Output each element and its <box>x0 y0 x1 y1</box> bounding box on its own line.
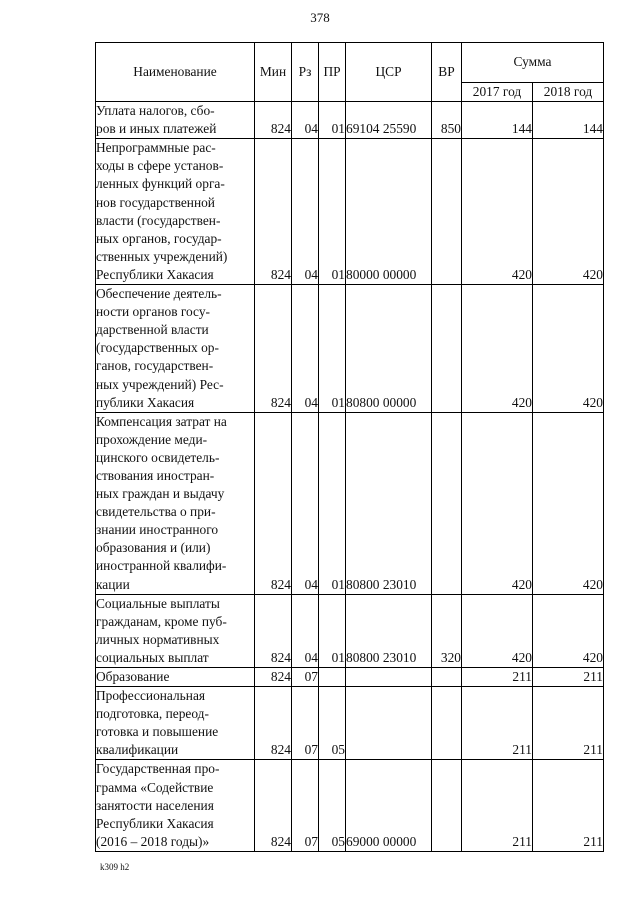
cell-csr: 80800 23010 <box>346 412 432 594</box>
cell-rz: 07 <box>292 760 319 851</box>
name-line: власти (государствен- <box>96 212 221 228</box>
cell-sum-2018: 420 <box>533 285 604 413</box>
name-line: гражданам, кроме пуб- <box>96 613 227 629</box>
cell-rz: 07 <box>292 687 319 760</box>
name-line: ганов, государствен- <box>96 358 214 374</box>
name-line: образования и (или) <box>96 540 211 556</box>
cell-rz: 04 <box>292 285 319 413</box>
cell-pr: 05 <box>319 687 346 760</box>
name-line: Социальные выплаты <box>96 595 220 611</box>
name-line: ствования иностран- <box>96 467 215 483</box>
cell-csr: 80800 00000 <box>346 285 432 413</box>
footer-code: k309 h2 <box>100 862 130 872</box>
cell-sum-2017: 420 <box>462 594 533 667</box>
name-line: (2016 – 2018 годы)» <box>96 833 210 849</box>
name-line: ных граждан и выдачу <box>96 486 225 502</box>
budget-table <box>95 42 604 852</box>
cell-pr: 01 <box>319 285 346 413</box>
cell-sum-2017: 420 <box>462 412 533 594</box>
header-2018: 2018 год <box>533 83 604 102</box>
name-line: ственных учреждений) <box>96 248 228 264</box>
name-line: Государственная про- <box>96 761 220 777</box>
page-number: 378 <box>310 10 330 25</box>
name-line: готовка и повышение <box>96 724 219 740</box>
cell-sum-2018: 420 <box>533 412 604 594</box>
cell-min: 824 <box>255 412 292 594</box>
cell-vr <box>432 139 462 285</box>
cell-sum-2018: 211 <box>533 760 604 851</box>
header-sum: Сумма <box>462 43 604 83</box>
cell-csr: 69000 00000 <box>346 760 432 851</box>
table-row <box>96 412 604 594</box>
cell-rz: 04 <box>292 102 319 139</box>
name-line: ности органов госу- <box>96 304 210 320</box>
table-row <box>96 102 604 139</box>
cell-name <box>96 760 255 851</box>
table-row <box>96 668 604 687</box>
name-line: Компенсация затрат на <box>96 413 227 429</box>
cell-min: 824 <box>255 285 292 413</box>
name-line: публики Хакасия <box>96 394 195 410</box>
table-row <box>96 687 604 760</box>
name-line: Профессиональная <box>96 688 206 704</box>
cell-rz: 04 <box>292 594 319 667</box>
cell-vr: 850 <box>432 102 462 139</box>
name-line: Уплата налогов, сбо- <box>96 103 215 119</box>
name-line: Республики Хакасия <box>96 266 214 282</box>
cell-name <box>96 668 255 687</box>
cell-vr <box>432 668 462 687</box>
cell-rz: 04 <box>292 139 319 285</box>
name-line: ных органов, государ- <box>96 230 222 246</box>
cell-pr: 01 <box>319 412 346 594</box>
cell-vr <box>432 687 462 760</box>
header-csr: ЦСР <box>346 43 432 102</box>
name-line: цинского освидетель- <box>96 449 220 465</box>
cell-sum-2017: 420 <box>462 285 533 413</box>
cell-name <box>96 687 255 760</box>
name-line: Образование <box>96 669 170 684</box>
name-line: подготовка, переод- <box>96 706 209 722</box>
name-line: нов государственной <box>96 194 215 210</box>
cell-min: 824 <box>255 760 292 851</box>
cell-rz: 07 <box>292 668 319 687</box>
cell-sum-2017: 211 <box>462 760 533 851</box>
cell-sum-2017: 211 <box>462 668 533 687</box>
cell-min: 824 <box>255 594 292 667</box>
cell-sum-2017: 420 <box>462 139 533 285</box>
name-line: личных нормативных <box>96 631 220 647</box>
cell-pr: 01 <box>319 594 346 667</box>
name-line: ров и иных платежей <box>96 121 217 137</box>
cell-min: 824 <box>255 668 292 687</box>
header-vr: ВР <box>432 43 462 102</box>
cell-min: 824 <box>255 102 292 139</box>
cell-name <box>96 594 255 667</box>
cell-vr <box>432 285 462 413</box>
cell-rz: 04 <box>292 412 319 594</box>
name-line: знании иностранного <box>96 522 219 538</box>
name-line: свидетельства о при- <box>96 504 216 520</box>
cell-csr <box>346 668 432 687</box>
cell-name <box>96 285 255 413</box>
cell-pr: 05 <box>319 760 346 851</box>
table-row <box>96 139 604 285</box>
cell-name <box>96 102 255 139</box>
cell-min: 824 <box>255 139 292 285</box>
name-line: ных учреждений) Рес- <box>96 376 224 392</box>
cell-sum-2018: 420 <box>533 594 604 667</box>
name-line: (государственных ор- <box>96 340 219 356</box>
cell-pr: 01 <box>319 102 346 139</box>
cell-name <box>96 412 255 594</box>
cell-vr <box>432 760 462 851</box>
table-row <box>96 285 604 413</box>
name-line: дарственной власти <box>96 322 209 338</box>
cell-sum-2018: 211 <box>533 668 604 687</box>
header-name: Наименование <box>96 43 255 102</box>
name-line: Республики Хакасия <box>96 815 214 831</box>
table-row <box>96 594 604 667</box>
cell-pr <box>319 668 346 687</box>
cell-sum-2018: 211 <box>533 687 604 760</box>
cell-sum-2017: 211 <box>462 687 533 760</box>
name-line: социальных выплат <box>96 649 209 665</box>
cell-sum-2018: 420 <box>533 139 604 285</box>
table-body <box>96 102 604 852</box>
name-line: кации <box>96 576 130 592</box>
name-line: ленных функций орга- <box>96 176 225 192</box>
cell-name <box>96 139 255 285</box>
cell-min: 824 <box>255 687 292 760</box>
cell-csr <box>346 687 432 760</box>
cell-pr: 01 <box>319 139 346 285</box>
cell-sum-2017: 144 <box>462 102 533 139</box>
table-row <box>96 760 604 851</box>
cell-sum-2018: 144 <box>533 102 604 139</box>
header-2017: 2017 год <box>462 83 533 102</box>
name-line: занятости населения <box>96 797 214 813</box>
cell-vr: 320 <box>432 594 462 667</box>
name-line: Обеспечение деятель- <box>96 286 222 302</box>
cell-csr: 80800 23010 <box>346 594 432 667</box>
name-line: квалификации <box>96 742 179 758</box>
cell-vr <box>432 412 462 594</box>
header-pr: ПР <box>319 43 346 102</box>
cell-csr: 80000 00000 <box>346 139 432 285</box>
name-line: иностранной квалифи- <box>96 558 227 574</box>
header-rz: Рз <box>292 43 319 102</box>
header-min: Мин <box>255 43 292 102</box>
name-line: грамма «Содействие <box>96 779 214 795</box>
name-line: ходы в сфере установ- <box>96 158 224 174</box>
name-line: Непрограммные рас- <box>96 140 216 156</box>
name-line: прохождение меди- <box>96 431 208 447</box>
cell-csr: 69104 25590 <box>346 102 432 139</box>
